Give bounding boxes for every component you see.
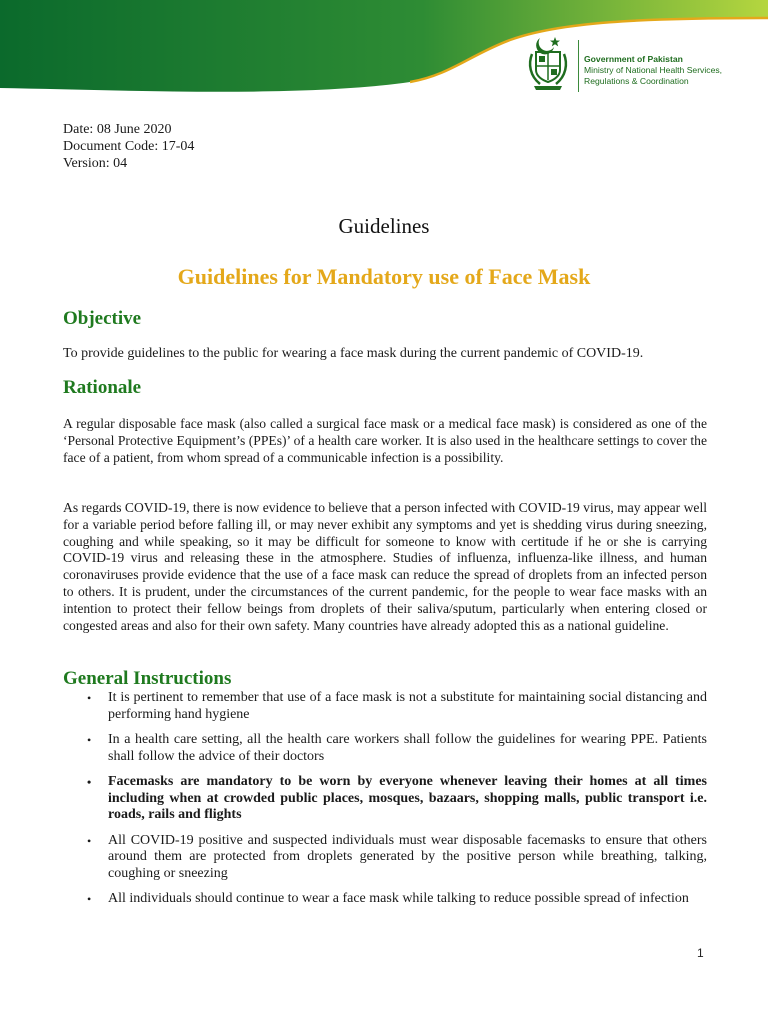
list-item-text: It is pertinent to remember that use of a face mask is not a substitute for maintaining social distancing and performing hand hygiene [108,690,707,722]
page-number: 1 [697,946,704,960]
document-date: Date: 08 June 2020 [63,122,172,137]
rationale-paragraph-1: A regular disposable face mask (also called a surgical face mask or a medical face mask) is considered as one of the ‘Personal Protective Equipment’s (PPEs)’ of a health care worker. It is also used in the healthcare settings to cover the face of a patient, from whom spread of a communicable infection is a possibility. [63,416,707,465]
bullet-icon: • [87,833,92,848]
bullet-icon: • [87,775,92,789]
government-logo-block [524,34,754,98]
header-divider [578,40,579,92]
list-item [63,833,707,883]
bullet-icon: • [87,892,92,906]
list-item-text: All COVID-19 positive and suspected individuals must wear disposable facemasks to ensure that others around them are protected from droplets generated by the positive person while breathing, talking, coughing or sneezing [108,832,707,881]
document-version: Version: 04 [63,156,128,171]
ministry-label: Ministry of National Health Services, [584,65,723,75]
objective-text: To provide guidelines to the public for wearing a face mask during the current pandemic of COVID-19. [63,346,644,361]
document-meta [63,121,194,172]
document-code: Document Code: 17-04 [63,139,195,154]
list-item [63,732,707,765]
ministry-label-2: Regulations & Coordination [584,76,689,86]
ministry-name [584,54,754,87]
general-instructions-heading: General Instructions [63,668,232,689]
instructions-list [63,690,707,917]
list-item [63,690,707,723]
list-item [63,774,707,824]
page-title: Guidelines for Mandatory use of Face Mask [177,264,591,289]
bullet-icon: • [87,733,92,747]
list-item-text: Facemasks are mandatory to be worn by everyone whenever leaving their homes at all times including when at crowded public places, mosques, bazaars, shopping malls, public transport i.e. roads, rails and flights [108,774,707,822]
document-type: Guidelines [338,214,430,238]
bullet-icon: • [87,691,92,705]
government-label: Government of Pakistan [584,54,683,64]
rationale-heading: Rationale [63,377,142,398]
pakistan-emblem-icon [524,34,572,92]
objective-heading: Objective [63,308,142,329]
rationale-paragraph-2: As regards COVID-19, there is now evidence to believe that a person infected with COVID-19 virus, may appear well for a variable period before falling ill, or may never exhibit any symptoms and yet is shedding virus during sneezing, coughing and while speaking, so it may be difficult for someone to know with certitude if he or she is carrying COVID-19 virus and releasing these in the atmosphere. Studies of influenza, influenza-like illness, and human coronaviruses provide evidence that the use of a face mask can reduce the spread of droplets from an infected person to others. It is prudent, under the circumstances of the current pandemic, for the people to wear face masks with an intention to protect their fellow beings from droplets of their saliva/sputum, particularly when entering closed or congested areas and also for their own safety. Many countries have already adopted this as a national guideline. [63,500,707,633]
list-item [63,891,707,908]
list-item-text: All individuals should continue to wear a face mask while talking to reduce possible spread of infection [108,891,689,906]
list-item-text: In a health care setting, all the health care workers shall follow the guidelines for wearing PPE. Patients shall follow the advice of their doctors [108,732,707,764]
